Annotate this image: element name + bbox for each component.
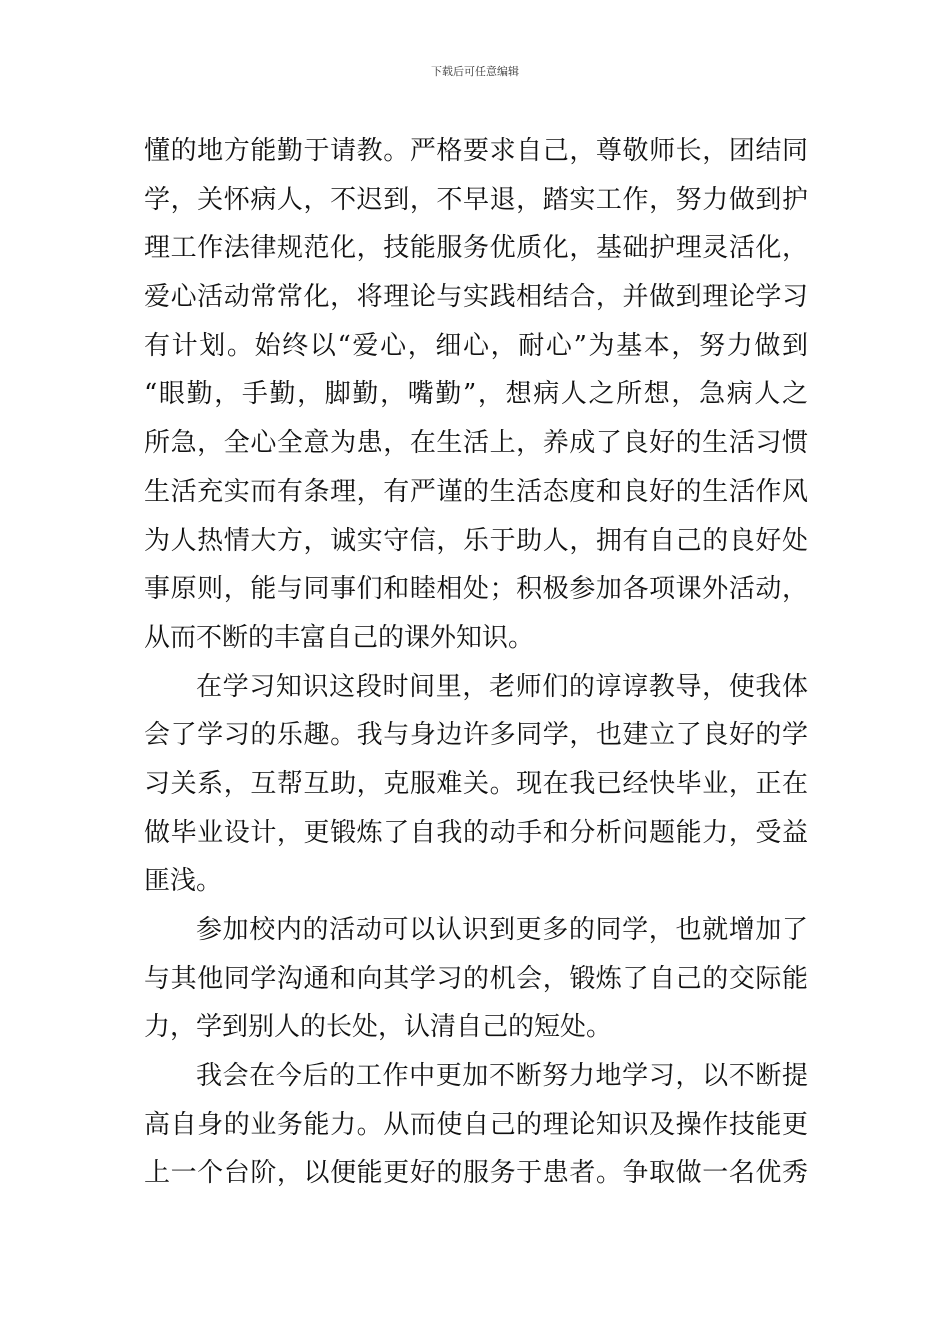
text-line: 有计划。始终以“爱心，细心，耐心”为基本，努力做到 <box>144 330 808 361</box>
text-line: 会了学习的乐趣。我与身边许多同学，也建立了良好的学 <box>144 720 808 751</box>
text-line: 在学习知识这段时间里，老师们的谆谆教导，使我体 <box>196 671 808 702</box>
text-line: 匪浅。 <box>144 866 223 897</box>
text-line: 做毕业设计，更锻炼了自我的动手和分析问题能力，受益 <box>144 817 808 848</box>
text-line: 习关系，互帮互助，克服难关。现在我已经快毕业，正在 <box>144 768 808 799</box>
text-line: 力，学到别人的长处，认清自己的短处。 <box>144 1012 613 1043</box>
text-line: 事原则，能与同事们和睦相处；积极参加各项课外活动， <box>144 574 808 605</box>
text-line: 从而不断的丰富自己的课外知识。 <box>144 622 535 653</box>
text-line: “眼勤，手勤，脚勤，嘴勤”，想病人之所想，急病人之 <box>144 379 808 410</box>
text-line: 为人热情大方，诚实守信，乐于助人，拥有自己的良好处 <box>144 525 808 556</box>
text-line: 所急，全心全意为患，在生活上，养成了良好的生活习惯 <box>144 428 808 459</box>
text-line: 学，关怀病人，不迟到，不早退，踏实工作，努力做到护 <box>144 184 808 215</box>
page-header: 下载后可任意编辑 <box>431 65 519 78</box>
text-line: 上一个台阶，以便能更好的服务于患者。争取做一名优秀 <box>144 1158 808 1189</box>
text-line: 懂的地方能勤于请教。严格要求自己，尊敬师长，团结同 <box>144 136 808 166</box>
text-line: 生活充实而有条理，有严谨的生活态度和良好的生活作风 <box>144 476 808 507</box>
text-line: 理工作法律规范化，技能服务优质化，基础护理灵活化， <box>144 233 808 264</box>
text-line: 参加校内的活动可以认识到更多的同学，也就增加了 <box>196 915 808 945</box>
text-line: 爱心活动常常化，将理论与实践相结合，并做到理论学习 <box>144 282 808 313</box>
text-line: 与其他同学沟通和向其学习的机会，锻炼了自己的交际能 <box>144 963 808 994</box>
text-line: 高自身的业务能力。从而使自己的理论知识及操作技能更 <box>144 1109 808 1140</box>
document-body <box>144 127 808 1198</box>
text-line: 我会在今后的工作中更加不断努力地学习，以不断提 <box>196 1061 808 1092</box>
